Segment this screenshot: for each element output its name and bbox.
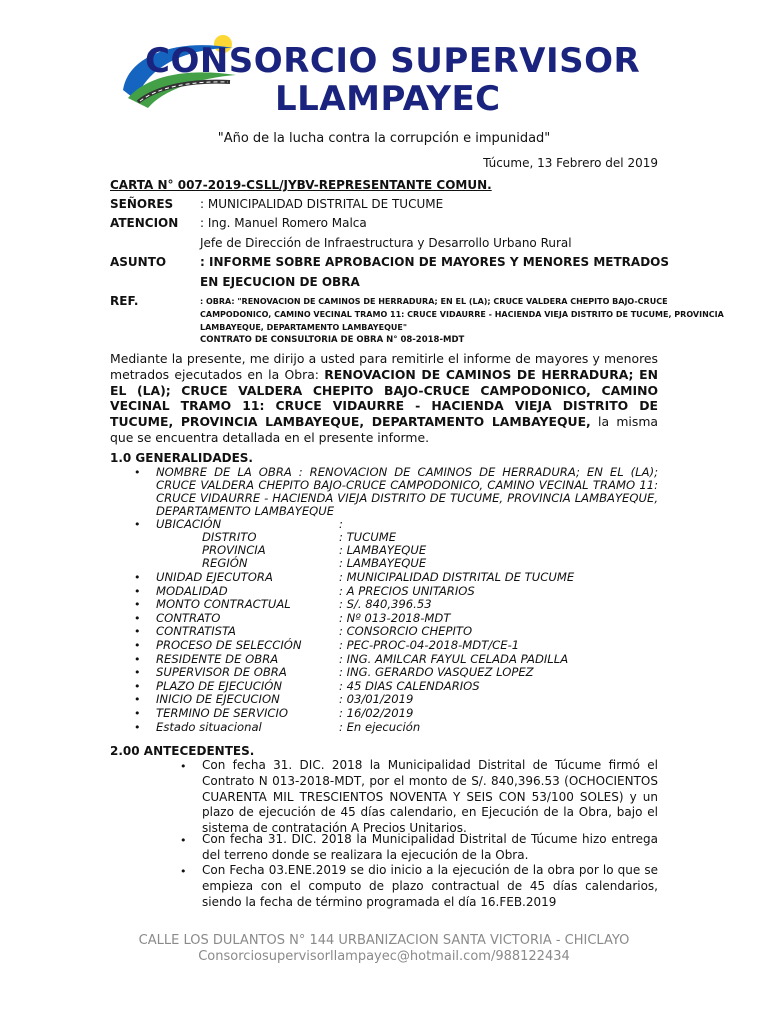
general-item-label: UNIDAD EJECUTORA <box>156 570 273 584</box>
ubicacion-value: : <box>339 517 343 531</box>
bullet: • <box>134 693 141 706</box>
intro-paragraph <box>110 351 658 446</box>
general-item-label: PLAZO DE EJECUCIÓN <box>156 679 283 693</box>
antecedentes-heading: 2.00 ANTECEDENTES. <box>110 744 255 758</box>
antecedente-item: Con fecha 31. DIC. 2018 la Municipalidad Distrital de Túcume hizo entrega del terreno donde se realizara la ejecución de la Obra. <box>202 832 658 862</box>
ref-label: REF. <box>110 294 139 308</box>
general-item-label: MONTO CONTRACTUAL <box>156 597 291 611</box>
general-item-value: : PEC-PROC-04-2018-MDT/CE-1 <box>339 638 520 652</box>
general-item-value: : En ejecución <box>339 720 421 734</box>
bullet: • <box>134 612 141 625</box>
general-item-value: : ING. GERARDO VASQUEZ LOPEZ <box>339 665 534 679</box>
general-item-value: : ING. AMILCAR FAYUL CELADA PADILLA <box>339 652 569 666</box>
obra-name-item: NOMBRE DE LA OBRA : RENOVACION DE CAMINOS DE HERRADURA; EN EL (LA); CRUCE VALDERA CHEPITO BAJO-CRUCE CAMPODONICO, CAMINO VECINAL TRAMO 11: CRUCE VIDAURRE - HACIENDA VIEJA DISTRITO DE TUCUME, PROVINCIA LAMBAYEQUE, DEPARTAMENTO LAMBAYEQUE <box>156 465 658 518</box>
footer-contact: Consorciosupervisorllampayec@hotmail.com/988122434 <box>198 949 570 964</box>
bullet: • <box>180 834 187 847</box>
antecedente-item: Con Fecha 03.ENE.2019 se dio inicio a la ejecución de la obra por lo que se empieza con el computo de plazo contractual de 45 días calendarios, siendo la fecha de término programada el día 16.FEB.2019 <box>202 863 658 909</box>
letter-date: Túcume, 13 Febrero del 2019 <box>483 156 658 170</box>
general-item-value: : 03/01/2019 <box>339 692 414 706</box>
senores-label: SEÑORES <box>110 197 174 211</box>
general-item-label: TERMINO DE SERVICIO <box>156 706 289 720</box>
region-value: : LAMBAYEQUE <box>339 556 427 570</box>
bullet: • <box>134 680 141 693</box>
atencion-role: Jefe de Dirección de Infraestructura y Desarrollo Urbano Rural <box>200 236 572 250</box>
general-item-value: : 45 DIAS CALENDARIOS <box>339 679 480 693</box>
general-item-label: RESIDENTE DE OBRA <box>156 652 279 666</box>
bullet: • <box>134 625 141 638</box>
asunto-label: ASUNTO <box>110 255 167 269</box>
intro-text-after: la misma que se encuentra detallada en el presente informe. <box>110 414 658 445</box>
senores-value: : MUNICIPALIDAD DISTRITAL DE TUCUME <box>200 197 444 211</box>
antecedente-item: Con fecha 31. DIC. 2018 la Municipalidad Distrital de Túcume firmó el Contrato N 013-2018-MDT, por el monto de S/. 840,396.53 (OCHOCIENTOS CUARENTA MIL TRESCIENTOS NOVENTA Y SEIS CON 53/100 SOLES) y un plazo de ejecución de 45 días calendario, en Ejecución de la Obra, bajo el sistema de contratación A Precios Unitarios. <box>202 758 658 836</box>
distrito-label: DISTRITO <box>202 530 257 544</box>
asunto-line2: EN EJECUCION DE OBRA <box>200 275 360 289</box>
general-item-value: : S/. 840,396.53 <box>339 597 432 611</box>
ubicacion-label: UBICACIÓN <box>156 517 222 531</box>
intro-text-before: Mediante la presente, me dirijo a usted para remitirle el informe de mayores y menores metrados ejecutados en la Obra: <box>110 351 658 382</box>
region-label: REGIÓN <box>202 556 248 570</box>
company-title-line1: CONSORCIO SUPERVISOR <box>145 41 641 81</box>
provincia-value: : LAMBAYEQUE <box>339 543 427 557</box>
general-item-label: PROCESO DE SELECCIÓN <box>156 638 302 652</box>
provincia-label: PROVINCIA <box>202 543 266 557</box>
bullet: • <box>134 518 141 531</box>
bullet: • <box>180 760 187 773</box>
bullet: • <box>134 666 141 679</box>
ref-line4: CONTRATO DE CONSULTORIA DE OBRA N° 08-2018-MDT <box>200 335 465 345</box>
general-item-label: SUPERVISOR DE OBRA <box>156 665 287 679</box>
bullet: • <box>134 571 141 584</box>
bullet: • <box>134 721 141 734</box>
bullet: • <box>134 466 141 479</box>
ref-line1: : OBRA: "RENOVACION DE CAMINOS DE HERRADURA; EN EL (LA); CRUCE VALDERA CHEPITO BAJO-CRUCE <box>200 297 668 306</box>
atencion-value: : Ing. Manuel Romero Malca <box>200 216 367 230</box>
general-item-label: INICIO DE EJECUCION <box>156 692 280 706</box>
letter-number: CARTA N° 007-2019-CSLL/JYBV-REPRESENTANTE COMUN. <box>110 178 492 192</box>
ref-line3: LAMBAYEQUE, DEPARTAMENTO LAMBAYEQUE" <box>200 323 407 332</box>
year-motto: "Año de la lucha contra la corrupción e impunidad" <box>217 131 551 146</box>
footer-address: CALLE LOS DULANTOS N° 144 URBANIZACION SANTA VICTORIA - CHICLAYO <box>138 933 630 948</box>
general-item-label: CONTRATO <box>156 611 221 625</box>
bullet: • <box>134 639 141 652</box>
general-item-value: : 16/02/2019 <box>339 706 414 720</box>
general-item-label: Estado situacional <box>156 720 262 734</box>
generalidades-heading: 1.0 GENERALIDADES. <box>110 451 253 465</box>
general-item-label: CONTRATISTA <box>156 624 236 638</box>
bullet: • <box>134 598 141 611</box>
company-title-line2: LLAMPAYEC <box>275 79 501 119</box>
bullet: • <box>134 653 141 666</box>
general-item-value: : A PRECIOS UNITARIOS <box>339 584 475 598</box>
bullet: • <box>134 707 141 720</box>
general-item-value: : CONSORCIO CHEPITO <box>339 624 473 638</box>
ref-line2: CAMPODONICO, CAMINO VECINAL TRAMO 11: CRUCE VIDAURRE - HACIENDA VIEJA DISTRITO DE TUCUME, PROVINCIA <box>200 310 724 319</box>
general-item-value: : Nº 013-2018-MDT <box>339 611 451 625</box>
general-item-value: : MUNICIPALIDAD DISTRITAL DE TUCUME <box>339 570 575 584</box>
bullet: • <box>180 865 187 878</box>
general-item-label: MODALIDAD <box>156 584 228 598</box>
asunto-line1: : INFORME SOBRE APROBACION DE MAYORES Y MENORES METRADOS <box>200 255 669 269</box>
bullet: • <box>134 585 141 598</box>
distrito-value: : TUCUME <box>339 530 397 544</box>
atencion-label: ATENCION <box>110 216 179 230</box>
intro-work-name: RENOVACION DE CAMINOS DE HERRADURA; EN EL (LA); CRUCE VALDERA CHEPITO BAJO-CRUCE CAMPODONICO, CAMINO VECINAL TRAMO 11: CRUCE VIDAURRE - HACIENDA VIEJA DISTRITO DE TUCUME, PROVINCIA LAMBAYEQUE, DEPARTAMENTO LAMBAYEQUE, <box>110 366 658 430</box>
